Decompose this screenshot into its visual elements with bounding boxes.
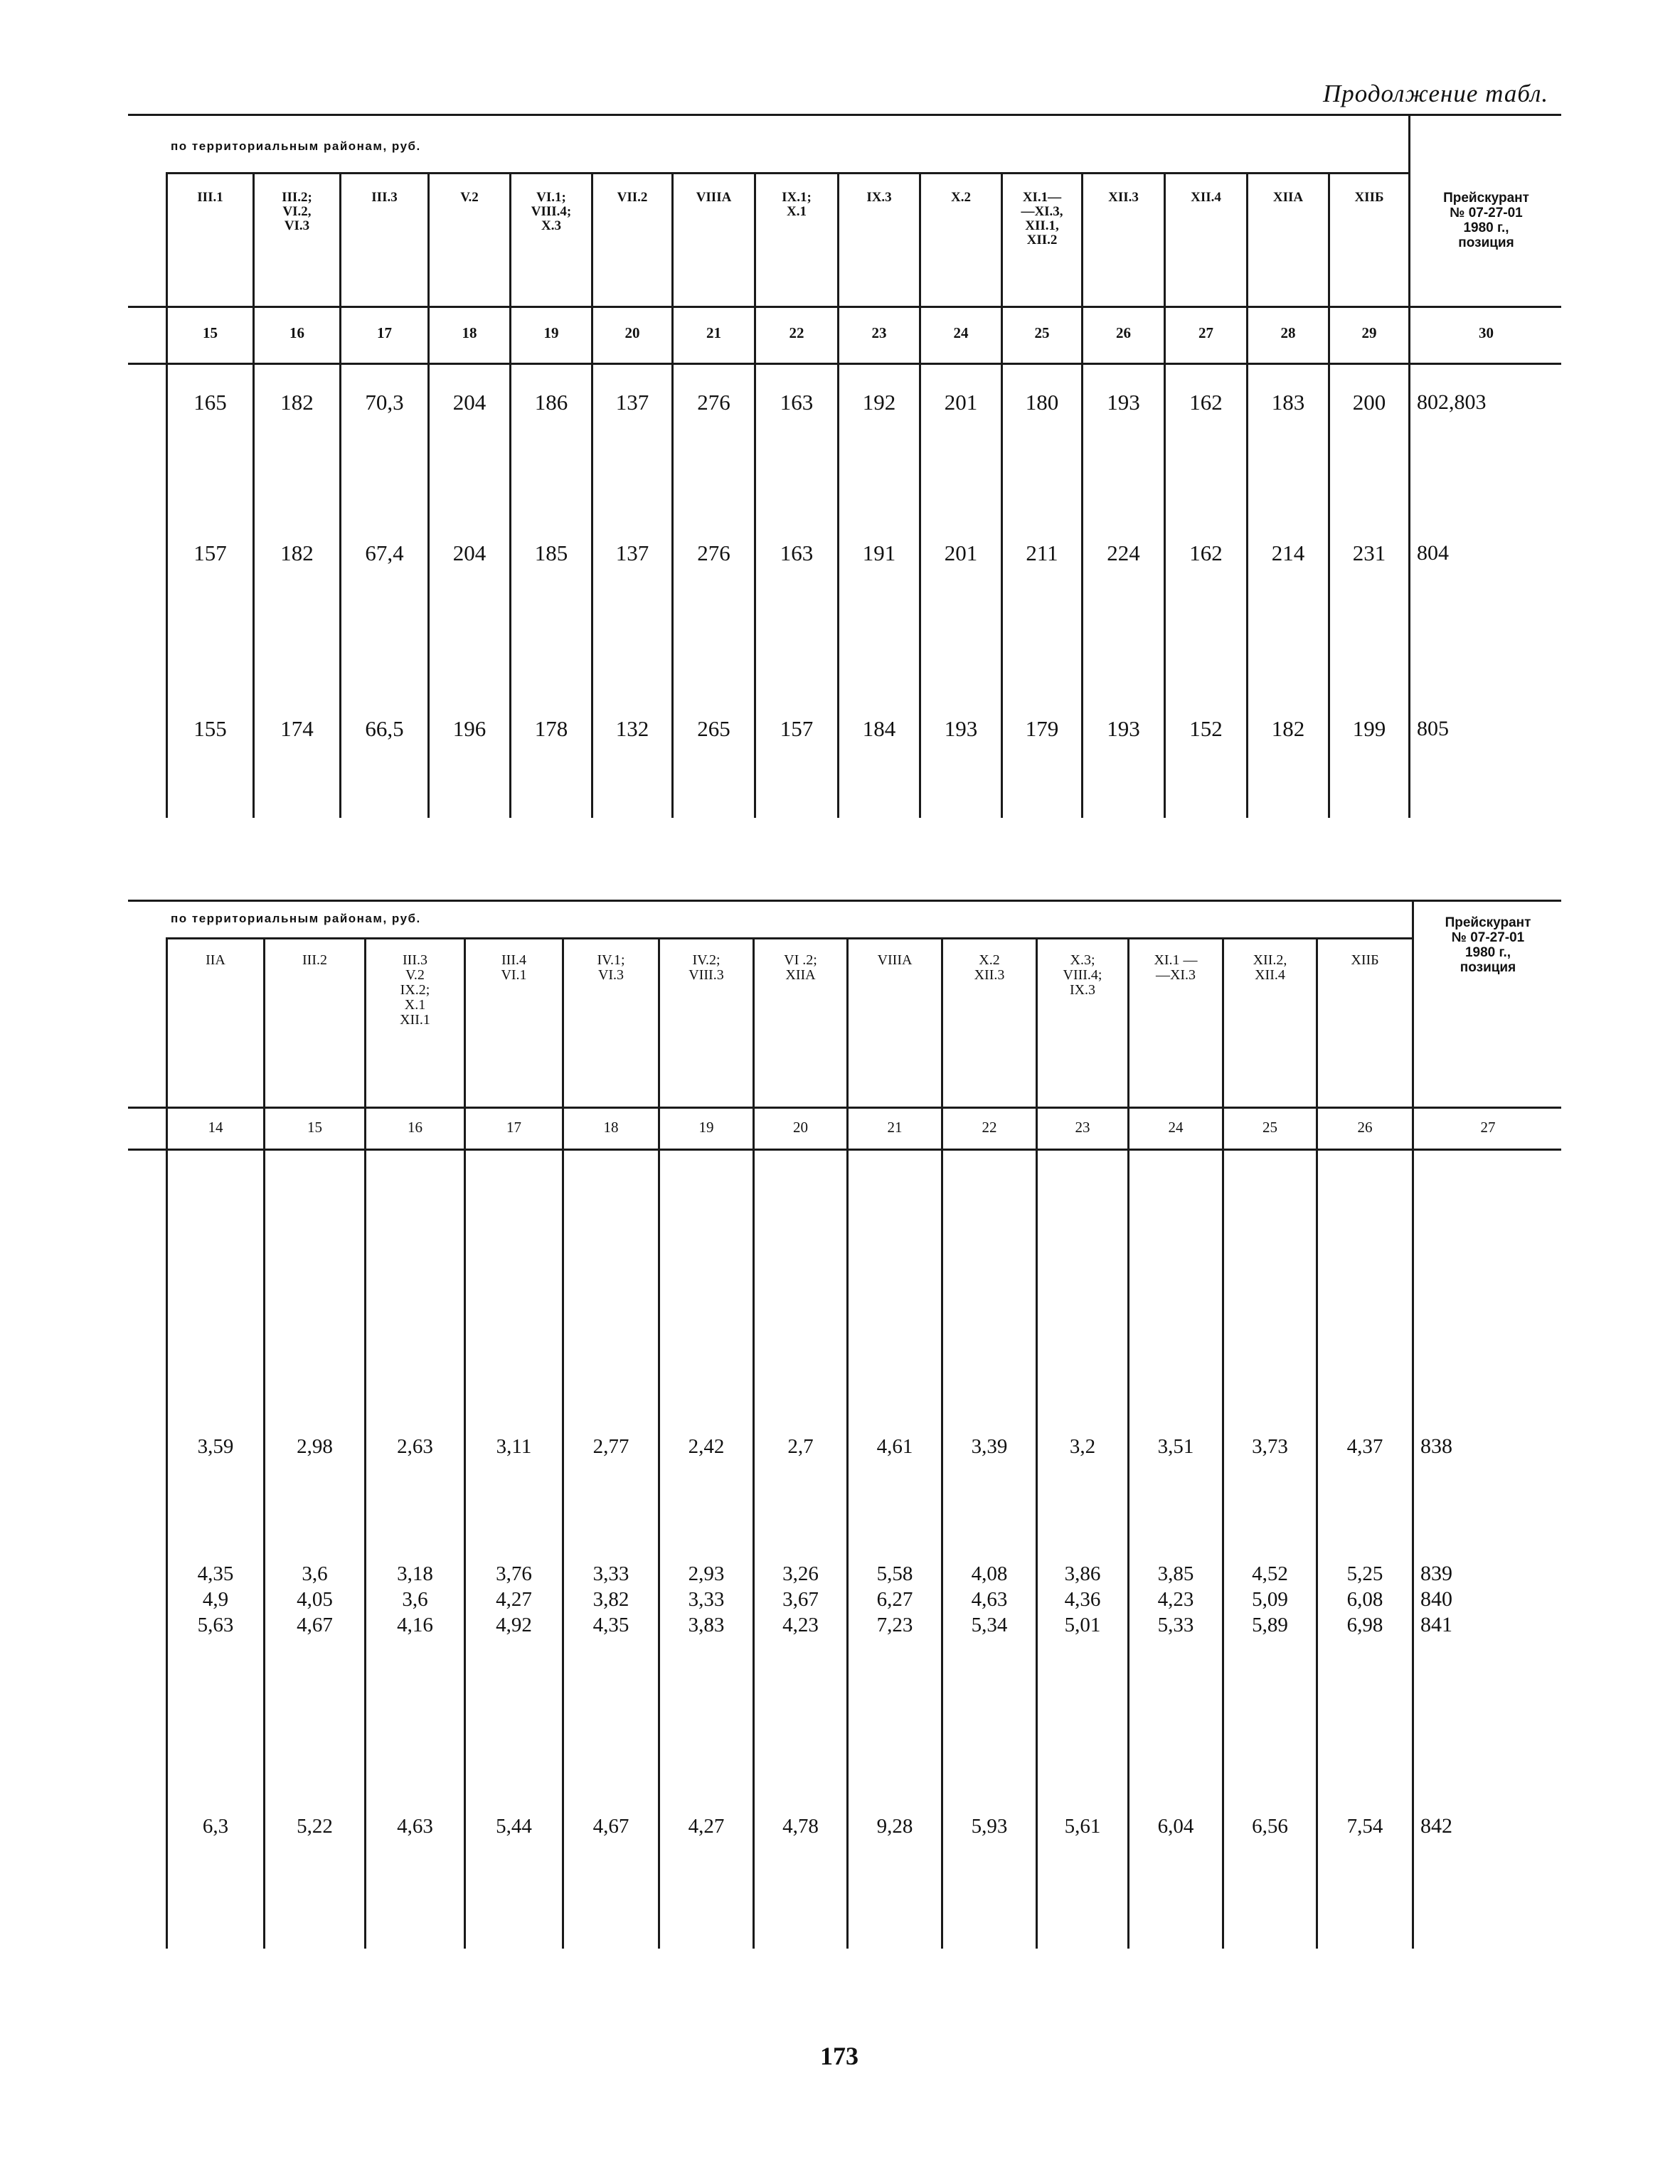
column-number: 20 [793, 1119, 808, 1136]
column-number: 22 [789, 324, 804, 341]
column-number: 17 [377, 324, 392, 341]
column-divider [1408, 114, 1410, 818]
table-cell: 4,61 [876, 1435, 913, 1458]
column-header: XI.1— —XI.3, XII.1, XII.2 [1021, 190, 1063, 247]
table-cell: 4,63 [397, 1815, 433, 1838]
table-cell: 182 [280, 390, 314, 415]
horizontal-rule [128, 114, 1561, 116]
table-cell: 183 [1271, 390, 1305, 415]
region-caption: по территориальным районам, руб. [171, 912, 421, 925]
column-header: III.1 [197, 190, 223, 205]
column-number: 16 [289, 324, 304, 341]
column-number: 21 [706, 324, 721, 341]
table-cell: 4,27 [688, 1815, 725, 1838]
table-cell: 4,37 [1346, 1435, 1383, 1458]
table-cell: 211 [1026, 540, 1058, 565]
column-header: XIIБ [1354, 190, 1384, 205]
column-number: 19 [543, 324, 559, 341]
table-cell: 182 [1271, 716, 1305, 741]
table-cell: 186 [534, 390, 568, 415]
table-cell: 2,42 [688, 1435, 725, 1458]
price-list-header: Прейскурант № 07-27-01 1980 г., позиция [1443, 191, 1529, 250]
column-header: XI.1 — —XI.3 [1154, 952, 1198, 983]
column-header: XII.2, XII.4 [1253, 952, 1287, 983]
column-header: IX.1; X.1 [782, 190, 812, 219]
column-number: 26 [1116, 324, 1131, 341]
horizontal-rule [128, 1149, 1561, 1151]
column-number: 28 [1280, 324, 1296, 341]
column-number: 15 [203, 324, 218, 341]
column-number: 15 [307, 1119, 322, 1136]
column-header: III.2 [302, 952, 327, 968]
table-cell: 193 [1107, 390, 1140, 415]
table-cell: 3,51 [1157, 1435, 1194, 1458]
column-number: 24 [953, 324, 969, 341]
table-cell: 3,76 4,27 4,92 [496, 1562, 532, 1636]
table-cell: 265 [697, 716, 730, 741]
column-header: XII.4 [1191, 190, 1221, 205]
column-header: VIIIA [696, 190, 732, 205]
table-cell: 163 [780, 540, 814, 565]
table-cell: 6,04 [1157, 1815, 1194, 1838]
table-cell: 137 [615, 390, 649, 415]
table-cell: 4,35 4,9 5,63 [197, 1562, 234, 1636]
table-cell: 152 [1189, 716, 1223, 741]
table-cell: 157 [193, 540, 227, 565]
table-cell: 3,2 [1069, 1435, 1096, 1458]
column-number: 22 [982, 1119, 997, 1136]
price-list-position: 804 [1417, 541, 1449, 565]
price-list-number: 27 [1480, 1119, 1496, 1136]
table-cell: 157 [780, 716, 814, 741]
column-number: 17 [506, 1119, 521, 1136]
table-cell: 9,28 [876, 1815, 913, 1838]
table-cell: 67,4 [365, 540, 404, 565]
horizontal-rule [128, 306, 1561, 308]
table-cell: 200 [1352, 390, 1386, 415]
column-number: 25 [1262, 1119, 1277, 1136]
price-list-header: Прейскурант № 07-27-01 1980 г., позиция [1445, 915, 1531, 975]
price-list-number: 30 [1479, 324, 1494, 341]
table-cell: 3,26 3,67 4,23 [782, 1562, 819, 1636]
table-cell: 276 [697, 390, 730, 415]
table-cell: 178 [534, 716, 568, 741]
table-cell: 2,98 [297, 1435, 333, 1458]
column-header: III.3 [371, 190, 398, 205]
table-cell: 196 [452, 716, 487, 741]
horizontal-rule [128, 900, 1561, 902]
table-cell: 180 [1025, 390, 1059, 415]
table-cell: 4,78 [782, 1815, 819, 1838]
table-cell: 201 [944, 540, 978, 565]
column-number: 18 [603, 1119, 619, 1136]
table-cell: 3,33 3,82 4,35 [592, 1562, 629, 1636]
column-header: X.2 XII.3 [974, 952, 1005, 983]
table-cell: 5,93 [971, 1815, 1008, 1838]
table-cell: 182 [280, 540, 314, 565]
price-list-position: 839 840 841 [1420, 1562, 1452, 1636]
table-cell: 165 [193, 390, 227, 415]
column-number: 26 [1357, 1119, 1373, 1136]
table-cell: 4,08 4,63 5,34 [971, 1562, 1008, 1636]
horizontal-rule [128, 1107, 1561, 1109]
price-list-position: 838 [1420, 1434, 1452, 1458]
column-header: X.2 [951, 190, 971, 205]
horizontal-rule [128, 363, 1561, 365]
column-header: XIIA [1272, 190, 1304, 205]
column-number: 29 [1361, 324, 1377, 341]
column-header: VII.2 [617, 190, 648, 205]
table-cell: 5,61 [1064, 1815, 1101, 1838]
table-cell: 224 [1107, 540, 1140, 565]
table-cell: 162 [1189, 390, 1223, 415]
column-number: 20 [624, 324, 640, 341]
price-list-position: 842 [1420, 1814, 1452, 1838]
table-cell: 3,6 4,05 4,67 [297, 1562, 333, 1636]
table-cell: 70,3 [365, 390, 404, 415]
table-cell: 2,77 [592, 1435, 629, 1458]
horizontal-rule [166, 172, 1408, 174]
column-header: IV.2; VIII.3 [689, 952, 724, 983]
column-header: XII.3 [1108, 190, 1139, 205]
column-header: X.3; VIII.4; IX.3 [1063, 952, 1102, 998]
table-cell: 5,25 6,08 6,98 [1346, 1562, 1383, 1636]
table-cell: 3,18 3,6 4,16 [397, 1562, 433, 1636]
table-cell: 163 [780, 390, 814, 415]
price-list-position: 805 [1417, 717, 1449, 740]
horizontal-rule [166, 937, 1412, 939]
table-cell: 191 [862, 540, 896, 565]
table-cell: 3,59 [197, 1435, 234, 1458]
column-header: XIIБ [1351, 952, 1379, 968]
column-header: III.3 V.2 IX.2; X.1 XII.1 [400, 952, 430, 1028]
table-cell: 192 [862, 390, 896, 415]
table-cell: 6,56 [1252, 1815, 1288, 1838]
table-cell: 204 [452, 540, 487, 565]
table-cell: 4,52 5,09 5,89 [1252, 1562, 1288, 1636]
column-number: 16 [408, 1119, 422, 1136]
column-header: VI.1; VIII.4; X.3 [531, 190, 572, 233]
column-header: IV.1; VI.3 [597, 952, 625, 983]
table-cell: 276 [697, 540, 730, 565]
table-cell: 3,86 4,36 5,01 [1064, 1562, 1101, 1636]
column-header: VI .2; XIIA [784, 952, 817, 983]
column-header: IX.3 [866, 190, 892, 205]
column-divider [1412, 900, 1414, 1949]
table-cell: 201 [944, 390, 978, 415]
table-cell: 179 [1025, 716, 1059, 741]
table-cell: 155 [193, 716, 227, 741]
table-cell: 2,7 [787, 1435, 814, 1458]
table-cell: 199 [1352, 716, 1386, 741]
column-number: 21 [887, 1119, 903, 1136]
column-number: 25 [1034, 324, 1050, 341]
column-number: 23 [1075, 1119, 1090, 1136]
column-number: 18 [462, 324, 477, 341]
table-cell: 174 [280, 716, 314, 741]
table-cell: 5,58 6,27 7,23 [876, 1562, 913, 1636]
table-cell: 2,63 [397, 1435, 433, 1458]
column-header: VIIIA [877, 952, 913, 968]
table-cell: 185 [534, 540, 568, 565]
table-cell: 132 [615, 716, 649, 741]
table-cell: 3,73 [1252, 1435, 1288, 1458]
table-cell: 5,44 [496, 1815, 532, 1838]
continuation-label: Продолжение табл. [1323, 80, 1549, 107]
table-cell: 184 [862, 716, 896, 741]
column-number: 24 [1168, 1119, 1184, 1136]
table-cell: 3,39 [971, 1435, 1008, 1458]
page-number: 173 [820, 2042, 858, 2070]
table-cell: 3,85 4,23 5,33 [1157, 1562, 1194, 1636]
table-cell: 214 [1271, 540, 1305, 565]
column-header: III.4 VI.1 [501, 952, 527, 983]
column-header: V.2 [460, 190, 479, 205]
table-cell: 7,54 [1346, 1815, 1383, 1838]
table-cell: 6,3 [202, 1815, 229, 1838]
table-cell: 231 [1352, 540, 1386, 565]
table-cell: 193 [1107, 716, 1140, 741]
column-number: 19 [698, 1119, 714, 1136]
column-number: 14 [208, 1119, 223, 1136]
table-cell: 137 [615, 540, 649, 565]
table-cell: 3,11 [496, 1435, 532, 1458]
price-list-position: 802,803 [1417, 390, 1487, 414]
column-number: 27 [1198, 324, 1213, 341]
table-cell: 5,22 [297, 1815, 333, 1838]
region-caption: по территориальным районам, руб. [171, 139, 421, 153]
table-cell: 162 [1189, 540, 1223, 565]
table-cell: 193 [944, 716, 978, 741]
table-cell: 204 [452, 390, 487, 415]
column-number: 23 [871, 324, 887, 341]
table-cell: 4,67 [592, 1815, 629, 1838]
table-cell: 2,93 3,33 3,83 [688, 1562, 725, 1636]
column-header: III.2; VI.2, VI.3 [282, 190, 312, 233]
column-header: IIA [206, 952, 225, 968]
table-cell: 66,5 [365, 716, 404, 741]
